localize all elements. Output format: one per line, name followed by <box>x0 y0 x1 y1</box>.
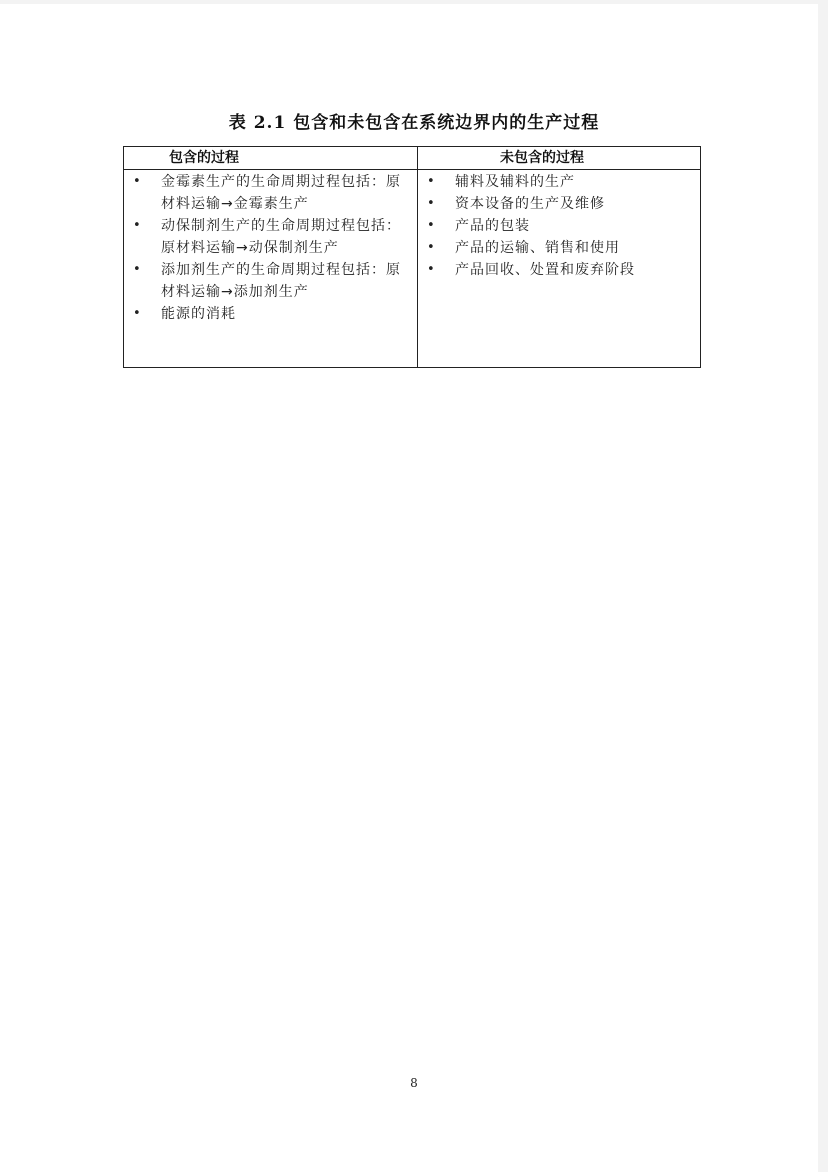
item-text: 产品的包装 <box>455 218 530 234</box>
list-item <box>124 259 417 303</box>
process-table <box>123 146 701 368</box>
page-number: 8 <box>410 1076 418 1090</box>
list-item <box>418 215 702 237</box>
item-text: 金霉素生产的生命周期过程包括：原材料运输→金霉素生产 <box>161 174 401 212</box>
header-included: 包含的过程 <box>169 150 239 166</box>
list-item <box>418 237 702 259</box>
excluded-list <box>418 171 702 281</box>
list-item <box>418 193 702 215</box>
bullet-icon: • <box>427 174 436 189</box>
bullet-icon: • <box>133 306 142 321</box>
list-item <box>124 303 417 325</box>
bullet-icon: • <box>427 196 436 211</box>
table-title: 表 2.1 包含和未包含在系统边界内的生产过程 <box>228 113 600 133</box>
list-item <box>418 259 702 281</box>
table-header-row <box>124 147 700 170</box>
item-text: 辅料及辅料的生产 <box>455 174 575 190</box>
header-excluded: 未包含的过程 <box>500 150 584 166</box>
item-text: 产品回收、处置和废弃阶段 <box>455 262 635 278</box>
included-list <box>124 171 417 325</box>
list-item <box>124 171 417 215</box>
bullet-icon: • <box>427 240 436 255</box>
item-text: 产品的运输、销售和使用 <box>455 240 620 256</box>
list-item <box>124 215 417 259</box>
bullet-icon: • <box>427 262 436 277</box>
bullet-icon: • <box>427 218 436 233</box>
item-text: 能源的消耗 <box>161 306 236 322</box>
list-item <box>418 171 702 193</box>
item-text: 资本设备的生产及维修 <box>455 196 605 212</box>
item-text: 动保制剂生产的生命周期过程包括：原材料运输→动保制剂生产 <box>161 218 401 256</box>
bullet-icon: • <box>133 174 142 189</box>
bullet-icon: • <box>133 262 142 277</box>
bullet-icon: • <box>133 218 142 233</box>
item-text: 添加剂生产的生命周期过程包括：原材料运输→添加剂生产 <box>161 262 401 300</box>
